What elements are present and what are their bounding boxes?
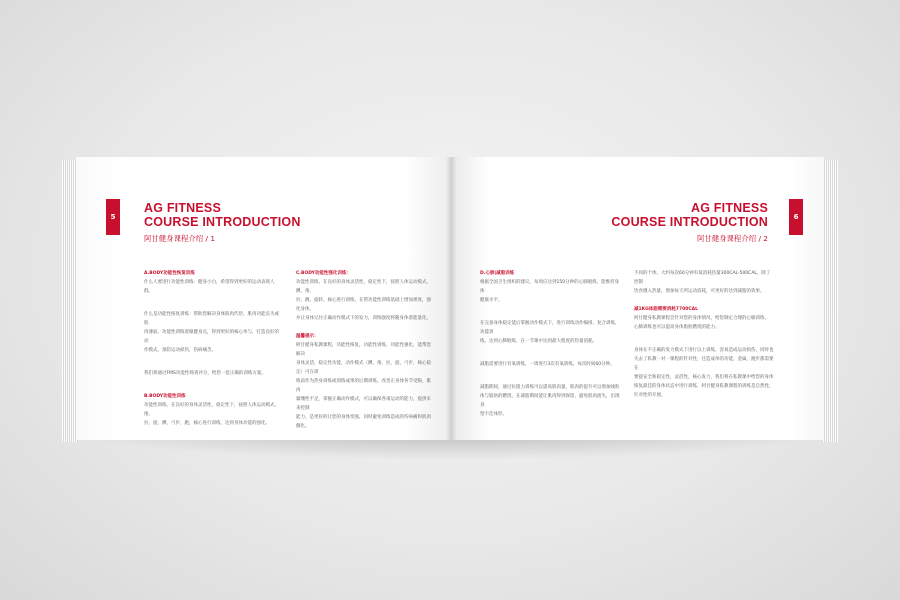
paragraph: 减脂需要进行有氧训练，一周进行3次有氧训练，每次时间60分钟。 — [480, 362, 615, 367]
left-column-2 — [296, 269, 434, 431]
paragraph: 我们将通过FMS功能性筛查评分，给您一套正确的训练方案。 — [144, 371, 266, 376]
paragraph: 恢复最佳的身体状态中进行训练，阿甘健身私教课程的训练是自然性， — [634, 384, 774, 389]
paragraph: 根据全国卫生组织的建议，每周应达到150分钟的心肺锻炼，能维持身体 — [480, 280, 620, 294]
paragraph: 在完备身体稳定能后掌握动作模式下，进行训练动作编排，复合训练，功能训 — [480, 321, 620, 335]
paragraph: 饮食摄入热量，增加每天所运动消耗，可更好的达到减脂的效果。 — [634, 289, 765, 294]
paragraph: 阿甘健身私教课程会针对您的身体情况，给您制定合理的心肺训练， — [634, 316, 769, 321]
right-page — [451, 157, 824, 440]
paragraph: 功能性训练，在良好的身体灵活性，稳定性下，按照人体运动模式，蹲，推， — [296, 280, 431, 294]
paragraph: 练前作为热身训练或训练成果的后期训练，改善正身体各节受限，肌肉 — [296, 379, 431, 393]
paragraph: 紧绷性不足，掌握正确动作模式，可以确保各项运动的能力，提供未来控制 — [296, 397, 431, 411]
paragraph: 体与脂肪的燃烧，在减脂期间能让肌肉得到保留，避免肌肉流失，出现身 — [480, 394, 620, 408]
heading-line2: COURSE INTRODUCTION — [611, 215, 768, 229]
paragraph: 功能性训练，在良好的身体灵活性，稳定性下，按照人体运动模式，推， — [144, 403, 279, 417]
paragraph: 作模式，预防运动损伤，伤病痛苦。 — [144, 348, 216, 353]
paragraph: 健康水平。 — [480, 298, 503, 303]
section-heading: D.心肺|减脂训练 — [480, 271, 515, 276]
paragraph: 拉，旋，蹲，弓步，跑，核心进行训练，达到身体功能的强化。 — [144, 421, 270, 426]
left-column-1 — [144, 269, 282, 428]
paragraph: 肉薄弱，功能性训练着眼健身点，得到更好的核心单与，打造良好的动 — [144, 330, 279, 344]
paragraph: 减脂期间，通过抗阻力训练可以提高肌肉量，肌肉的提升可以增加线粒 — [480, 385, 620, 390]
paragraph: 身体灵活，稳定性功能，动作模式（蹲，推，拉，旋，弓步，核心稳定）可在训 — [296, 361, 431, 375]
paragraph: 什么人要进行功能性训练：健身小白，希望得到更好的运动表现人群。 — [144, 280, 275, 294]
right-column-2 — [634, 269, 774, 400]
paragraph: 身体在不正确的发力模式下进行以上训练，容易造成运动损伤，同时也 — [634, 348, 774, 353]
page-number-tab — [789, 199, 803, 235]
paragraph: 型不佳体形。 — [480, 412, 507, 417]
section-heading: B.BODY功能性训练 — [144, 394, 186, 399]
page-heading — [144, 201, 301, 229]
page-number: 5 — [110, 213, 116, 221]
heading-line1: AG FITNESS — [144, 201, 222, 215]
section-heading: 温馨提示： — [296, 334, 319, 339]
book-gutter — [446, 157, 456, 440]
left-page — [76, 157, 451, 440]
page-number-tab — [106, 199, 120, 235]
page-subheading: 阿甘健身课程介绍 / 2 — [696, 234, 768, 243]
paragraph: 失去了私教一对一课程的针对性，还造成单的功能，金属，跑步都需要在 — [634, 357, 774, 371]
heading-line1: AG FITNESS — [690, 201, 768, 215]
paragraph: 阿甘健身私教课程，功能性恢复，功能性训练，功能性强化，能帮您解决 — [296, 343, 431, 357]
paragraph: 心肺训练也可以提高身体脂肪燃烧的能力。 — [634, 325, 720, 330]
paragraph: 不同的个体，大约每次60分钟有氧消耗热量300CAL-500CAL，除了控制 — [634, 271, 771, 285]
paragraph: 并让身体记住正确动作模式下的发力，训练强度将随身体着能量化。 — [296, 316, 431, 321]
paragraph: 什么是功能性恢复训练：帮助您解决身体肌肉代偿，肌肉功能丧失或肌 — [144, 312, 279, 326]
heading-line2: COURSE INTRODUCTION — [144, 215, 301, 229]
right-page-stack — [822, 160, 838, 442]
section-heading: 减1KG体脂需要消耗7700CAL — [634, 307, 698, 312]
page-number: 6 — [793, 213, 799, 221]
paragraph: 针对性的开展。 — [634, 393, 666, 398]
section-heading: A.BODY功能性恢复训练 — [144, 271, 195, 276]
right-column-1 — [480, 269, 620, 419]
paragraph: 练，达到心肺锻炼，在一节课中达到最大程度的热量消耗。 — [480, 339, 597, 344]
paragraph: 拉，跳，旋转，核心进行训练，在帮功能性训练基础上增加难度，强化身体， — [296, 298, 431, 312]
section-heading: C.BODY功能性强化训练： — [296, 271, 351, 276]
paragraph: 要提安全和稳定性，灵活性，核心发力，我们将在私教课中给您的身体 — [634, 375, 774, 380]
page-heading — [611, 201, 768, 229]
paragraph: 能力，是更好的让您的身体变强，同时避免训练造成的伤病痛和肌肉僵化。 — [296, 415, 431, 429]
page-subheading: 阿甘健身课程介绍 / 1 — [144, 234, 216, 243]
